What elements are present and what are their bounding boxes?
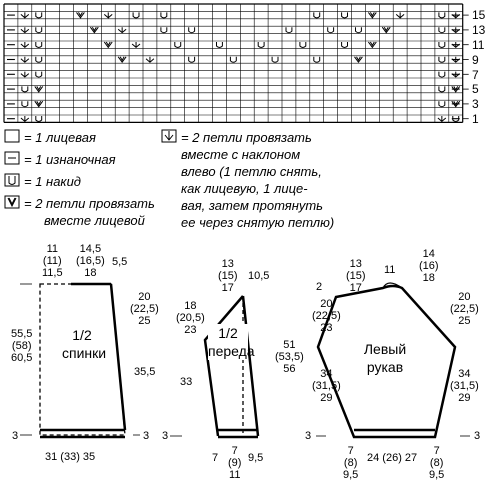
row-number: 11 <box>472 38 485 52</box>
k2tog-mark <box>368 12 376 17</box>
yarn-over-glyph <box>9 176 15 185</box>
sleeve-rib-left: 3 <box>305 430 312 442</box>
ssk-mark <box>146 57 154 62</box>
yarn-over-mark <box>356 27 362 33</box>
k2tog-mark <box>90 27 98 32</box>
row-number: 7 <box>472 67 479 82</box>
front-top-b: 10,5 <box>248 270 270 282</box>
sleeve-top-a: 13 (15) 17 <box>346 258 366 294</box>
sleeve-bottom-left: 7 (8) 9,5 <box>343 445 359 481</box>
row-number: 9 <box>472 52 479 67</box>
sleeve-bottom-mid: 24 (26) 27 <box>367 452 418 464</box>
front-outline <box>205 296 258 436</box>
yarn-over-mark <box>272 57 278 63</box>
sleeve-right-b: 34 (31,5) 29 <box>450 368 479 404</box>
yarn-over-mark <box>36 42 42 48</box>
back-top-a: 11 (11) 11,5 <box>42 243 63 279</box>
k2tog-mark <box>382 27 390 32</box>
sleeve-rib-right: 3 <box>474 430 481 442</box>
legend-ssk-6: ее через снятую петлю) <box>181 215 335 230</box>
front-rib-left: 3 <box>162 430 169 442</box>
back-name: 1/2 спинки <box>62 327 107 361</box>
sleeve-left-a: 20 (22,5) 23 <box>312 298 341 334</box>
legend-k2tog-2: вместе лицевой <box>44 213 145 228</box>
sleeve-right-a: 20 (22,5) 25 <box>450 291 479 327</box>
k2tog-mark <box>368 42 376 47</box>
front-name: 1/2 переда <box>208 325 255 359</box>
k2tog-mark <box>104 42 112 47</box>
back-top-b: 14,5 (16,5) 18 <box>76 243 105 279</box>
ssk-mark <box>452 72 460 77</box>
yarn-over-mark <box>175 42 181 48</box>
yarn-over-mark <box>36 12 42 18</box>
yarn-over-mark <box>439 42 445 48</box>
k2tog-mark <box>35 86 43 91</box>
yarn-over-mark <box>36 57 42 63</box>
legend-k2tog: = 2 петли провязать <box>24 196 155 211</box>
yarn-over-mark <box>314 57 320 63</box>
ssk-mark <box>452 12 460 17</box>
yarn-over-mark <box>439 12 445 18</box>
yarn-over-mark <box>342 42 348 48</box>
back-rib-right: 3 <box>143 430 150 442</box>
yarn-over-mark <box>439 86 445 92</box>
sleeve-top-b: 11 <box>384 264 396 276</box>
yarn-over-mark <box>439 27 445 33</box>
yarn-over-mark <box>286 27 292 33</box>
yarn-over-mark <box>314 12 320 18</box>
legend-purl: = 1 изнаночная <box>24 152 116 167</box>
yarn-over-mark <box>342 12 348 18</box>
yarn-over-mark <box>161 27 167 33</box>
yarn-over-mark <box>36 27 42 33</box>
front-right: 51 (53,5) 56 <box>275 339 304 375</box>
row-number: 15 <box>472 8 486 23</box>
yarn-over-mark <box>300 42 306 48</box>
sleeve-left-top: 2 <box>316 281 323 293</box>
legend-ssk-2: вместе с наклоном <box>181 147 301 162</box>
back-rib-left: 3 <box>12 430 19 442</box>
ssk-mark <box>21 116 29 121</box>
legend-ssk-5: вая, затем протянуть <box>181 198 324 213</box>
legend-ssk-1: = 2 петли провязать <box>181 130 312 145</box>
ssk-mark <box>452 42 460 47</box>
yarn-over-mark <box>36 72 42 78</box>
legend-knit: = 1 лицевая <box>24 130 96 145</box>
yarn-over-mark <box>133 12 139 18</box>
sleeve-name: Левый рукав <box>363 341 407 375</box>
yarn-over-mark <box>328 27 334 33</box>
front-bottom-c: 9,5 <box>248 452 264 464</box>
ssk-mark <box>452 57 460 62</box>
back-right-a: 20 (22,5) 25 <box>130 291 159 327</box>
ssk-mark <box>21 27 29 32</box>
ssk-mark <box>452 27 460 32</box>
ssk-mark <box>21 12 29 17</box>
legend-ssk-4: как лицевую, 1 лице- <box>181 181 308 196</box>
ssk-mark <box>104 12 112 17</box>
yarn-over-mark <box>22 86 28 92</box>
front-bottom-b: 7 (9) 11 <box>228 445 242 481</box>
yarn-over-mark <box>230 57 236 63</box>
front-left-b: 33 <box>180 376 193 388</box>
row-number: 3 <box>472 97 479 112</box>
k2tog-mark <box>35 101 43 106</box>
yarn-over-mark <box>217 42 223 48</box>
front-top-a: 13 (15) 17 <box>218 258 238 294</box>
legend-yarn-over: = 1 накид <box>24 174 81 189</box>
sleeve-left-b: 34 (31,5) 29 <box>312 368 341 404</box>
front-bottom-a: 7 <box>212 452 219 464</box>
k2tog-mark <box>118 57 126 62</box>
k2tog-mark <box>355 57 363 62</box>
ssk-mark <box>118 27 126 32</box>
back-left: 55,5 (58) 60,5 <box>11 328 33 364</box>
ssk-mark <box>132 42 140 47</box>
ssk-mark <box>21 42 29 47</box>
back-bottom: 31 (33) 35 <box>45 451 96 463</box>
yarn-over-mark <box>439 101 445 107</box>
sleeve-bottom-right: 7 (8) 9,5 <box>429 445 445 481</box>
knit-symbol <box>5 130 19 142</box>
chart-grid <box>4 4 469 122</box>
back-right-b: 35,5 <box>134 366 156 378</box>
yarn-over-mark <box>439 57 445 63</box>
ssk-mark <box>396 12 404 17</box>
back-top-c: 5,5 <box>112 256 128 268</box>
ssk-mark <box>438 116 446 121</box>
front-left-a: 18 (20,5) 23 <box>176 300 205 336</box>
yarn-over-mark <box>189 27 195 33</box>
k2tog-mark <box>77 12 85 17</box>
yarn-over-mark <box>22 101 28 107</box>
legend-ssk-3: влево (1 петлю снять, <box>181 164 322 179</box>
yarn-over-mark <box>36 116 42 122</box>
ssk-mark <box>21 57 29 62</box>
yarn-over-mark <box>161 12 167 18</box>
yarn-over-mark <box>189 57 195 63</box>
ssk-mark <box>21 72 29 77</box>
chart-symbols <box>7 12 460 121</box>
row-number: 13 <box>472 23 486 38</box>
sleeve-top-c: 14 (16) 18 <box>419 248 439 284</box>
row-number: 5 <box>472 82 479 97</box>
yarn-over-mark <box>258 42 264 48</box>
row-number: 1 <box>472 112 479 126</box>
yarn-over-mark <box>439 72 445 78</box>
